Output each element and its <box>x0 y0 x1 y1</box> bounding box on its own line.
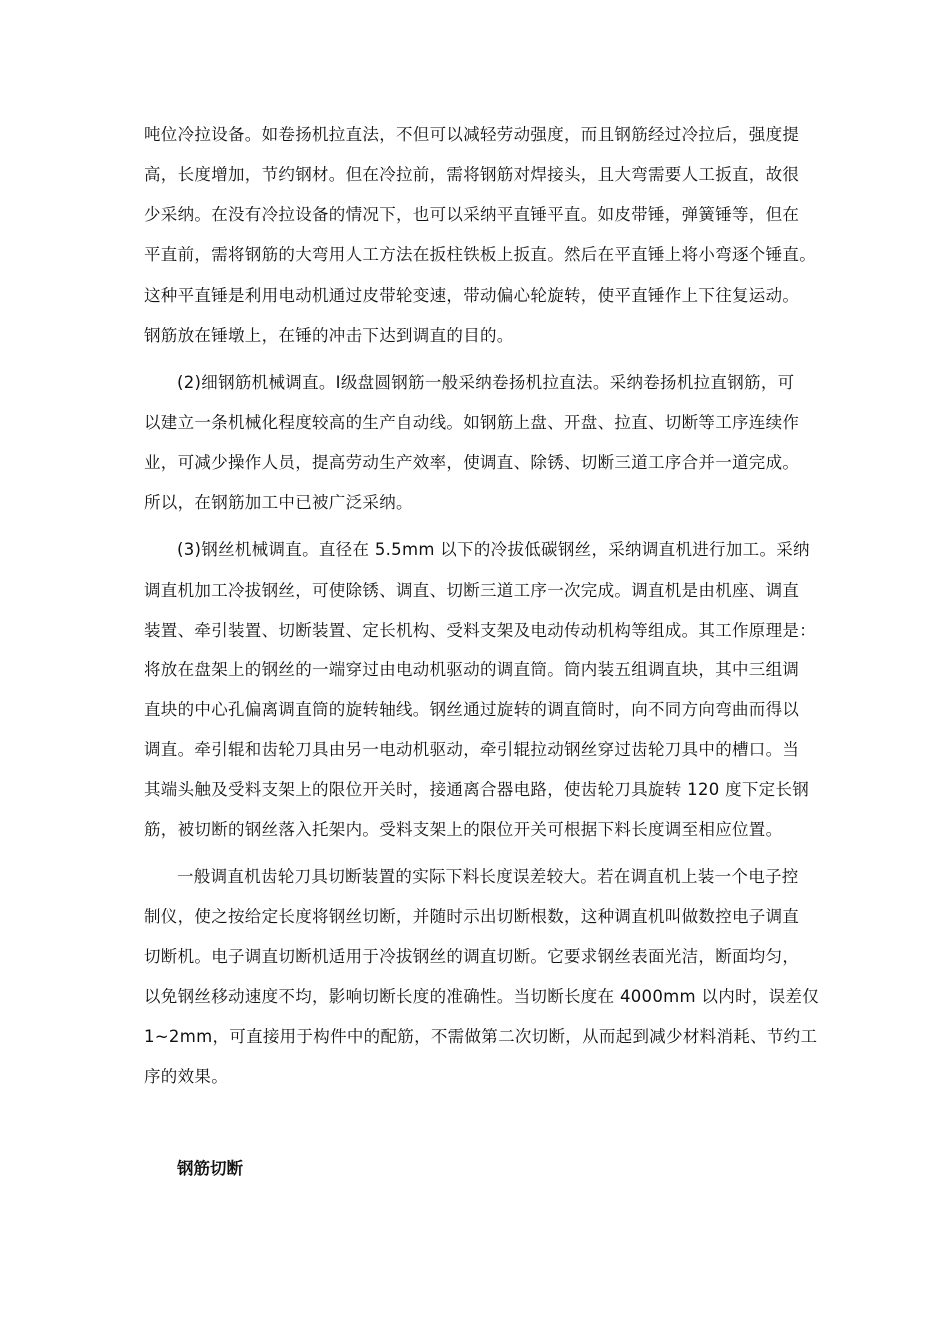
paragraph-line: 高，长度增加，节约钢材。但在冷拉前，需将钢筋对焊接头，且大弯需要人工扳直，故很 <box>144 165 800 184</box>
paragraph-line: 钢筋放在锤墩上，在锤的冲击下达到调直的目的。 <box>144 326 514 345</box>
paragraph-line: 筋，被切断的钢丝落入托架内。受料支架上的限位开关可根据下料长度调至相应位置。 <box>144 820 783 839</box>
paragraph-line: (2)细钢筋机械调直。Ⅰ级盘圆钢筋一般采纳卷扬机拉直法。采纳卷扬机拉直钢筋，可 <box>177 373 795 392</box>
paragraph-line: 调直。牵引辊和齿轮刀具由另一电动机驱动，牵引辊拉动钢丝穿过齿轮刀具中的槽口。当 <box>144 740 800 759</box>
paragraph-line: 少采纳。在没有冷拉设备的情况下，也可以采纳平直锤平直。如皮带锤，弹簧锤等，但在 <box>144 205 800 224</box>
paragraph-line: 平直前，需将钢筋的大弯用人工方法在扳柱铁板上扳直。然后在平直锤上将小弯逐个锤直。 <box>144 245 816 264</box>
paragraph-line: 将放在盘架上的钢丝的一端穿过由电动机驱动的调直筒。筒内装五组调直块，其中三组调 <box>144 660 800 679</box>
paragraph-line: 装置、牵引装置、切断装置、定长机构、受料支架及电动传动机构等组成。其工作原理是： <box>144 621 816 640</box>
paragraph-line: 直块的中心孔偏离调直筒的旋转轴线。钢丝通过旋转的调直筒时，向不同方向弯曲而得以 <box>144 700 800 719</box>
paragraph-line: 以建立一条机械化程度较高的生产自动线。如钢筋上盘、开盘、拉直、切断等工序连续作 <box>144 413 800 432</box>
paragraph-line: 所以，在钢筋加工中已被广泛采纳。 <box>144 493 413 512</box>
paragraph-line: 1~2mm，可直接用于构件中的配筋，不需做第二次切断，从而起到减少材料消耗、节约工 <box>144 1027 818 1046</box>
paragraph-line: 吨位冷拉设备。如卷扬机拉直法，不但可以减轻劳动强度，而且钢筋经过冷拉后，强度提 <box>144 125 800 144</box>
paragraph-line: 一般调直机齿轮刀具切断装置的实际下料长度误差较大。若在调直机上装一个电子控 <box>177 867 799 886</box>
paragraph-line: 序的效果。 <box>144 1067 228 1086</box>
paragraph-line: 业，可减少操作人员，提高劳动生产效率，使调直、除锈、切断三道工序合并一道完成。 <box>144 453 800 472</box>
paragraph-line: 切断机。电子调直切断机适用于冷拔钢丝的调直切断。它要求钢丝表面光洁，断面均匀， <box>144 947 800 966</box>
paragraph-line: (3)钢丝机械调直。直径在 5.5mm 以下的冷拔低碳钢丝，采纳调直机进行加工。采纳 <box>177 540 810 559</box>
paragraph-line: 其端头触及受料支架上的限位开关时，接通离合器电路，使齿轮刀具旋转 120 度下定长钢 <box>144 780 810 799</box>
section-heading: 钢筋切断 <box>177 1159 243 1178</box>
paragraph-line: 调直机加工冷拔钢丝，可使除锈、调直、切断三道工序一次完成。调直机是由机座、调直 <box>144 581 800 600</box>
paragraph-line: 这种平直锤是利用电动机通过皮带轮变速，带动偏心轮旋转，使平直锤作上下往复运动。 <box>144 286 800 305</box>
paragraph-line: 制仪，使之按给定长度将钢丝切断，并随时示出切断根数，这种调直机叫做数控电子调直 <box>144 907 800 926</box>
paragraph-line: 以免钢丝移动速度不均，影响切断长度的准确性。当切断长度在 4000mm 以内时，误差仅 <box>144 987 820 1006</box>
